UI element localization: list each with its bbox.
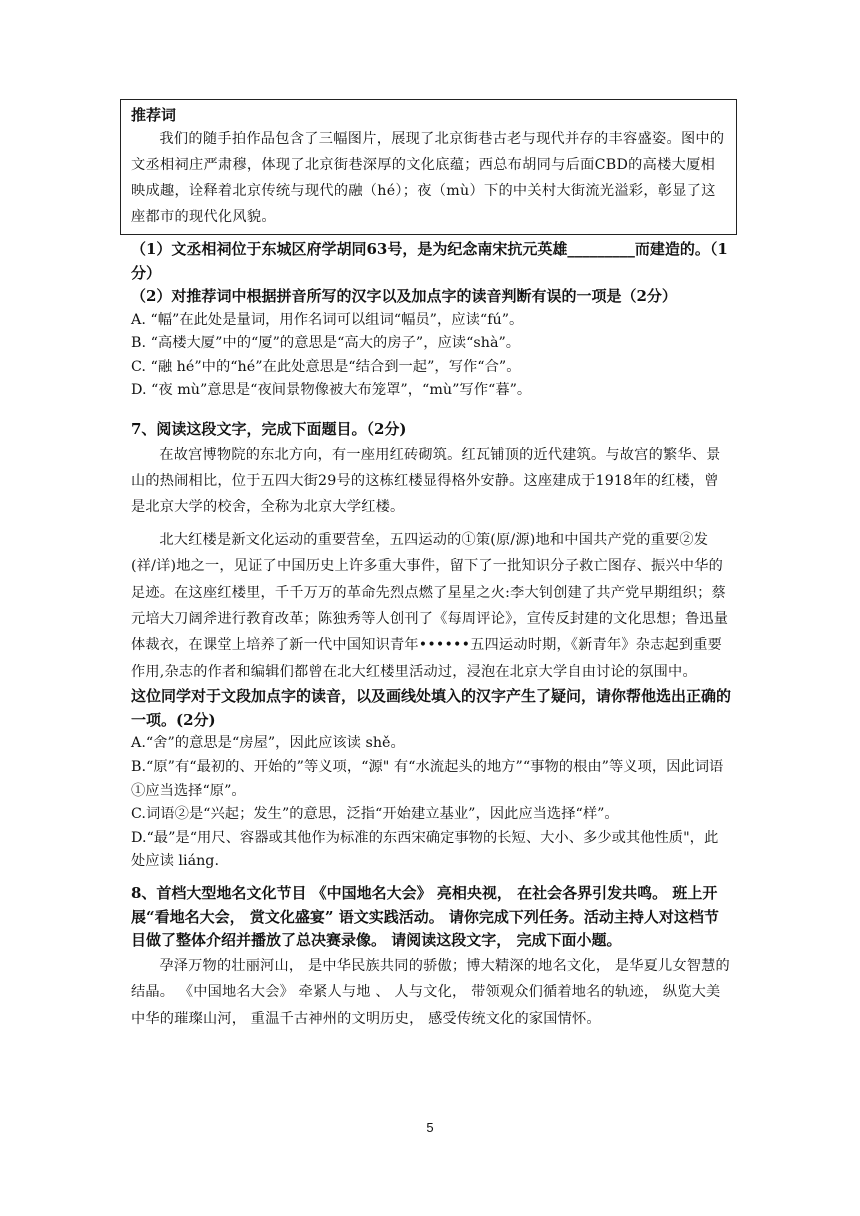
question-2-option-b: B. “高楼大厦”中的“厦”的意思是“高大的房子”，应读“shà”。 <box>131 335 521 352</box>
question-2-option-a: A. “幅”在此处是量词，用作名词可以组词“幅员”，应读“fú”。 <box>131 311 524 328</box>
question-8 <box>131 882 731 1032</box>
question-1: （1）文丞相祠位于东城区府学胡同63号，是为纪念南宋抗元英雄_________而建造的。（1分） <box>131 240 728 282</box>
recommendation-box <box>120 99 737 235</box>
question-2-option-d: D. “夜 mù”意思是“夜间景物像被大布笼罩”，“mù”写作“暮”。 <box>131 382 532 399</box>
question-8-title: 8、首档大型地名文化节目 《中国地名大会》 亮相央视， 在社会各界引发共鸣。 班上开展“看地名大会， 赏文化盛宴” 语文实践活动。 请你完成下列任务。活动主持人对这档节目做了整体介绍并播放了总决赛录像。 请阅读这段文字， 完成下面小题。 <box>131 884 719 950</box>
question-8-paragraph: 孕泽万物的壮丽河山， 是中华民族共同的骄傲；博大精深的地名文化， 是华夏儿女智慧的结晶。 《中国地名大会》 牵紧人与地 、 人与文化， 带领观众们循着地名的轨迹， 纵览大美中华的璀璨山河， 重温千古神州的文明历史， 感受传统文化的家国情怀。 <box>131 957 730 1027</box>
recommendation-title: 推荐词 <box>131 106 177 124</box>
question-2-stem: （2）对推荐词中根据拼音所写的汉字以及加点字的读音判断有误的一项是（2分） <box>131 287 677 305</box>
question-7-title: 7、阅读这段文字，完成下面题目。（2分) <box>131 420 407 438</box>
question-7-option-d: D.“最”是“用尺、容器或其他作为标准的东西宋确定事物的长短、大小、多少或其他性质"，此处应读 liáng. <box>131 829 719 870</box>
question-7-paragraph-1: 在故宫博物院的东北方向，有一座用红砖砌筑。红瓦铺顶的近代建筑。与故宫的繁华、景山的热闹相比，位于五四大街29号的这栋红楼显得格外安静。这座建成于1918年的红楼，曾是北京大学的校舍，全称为北京大学红楼。 <box>131 446 721 516</box>
question-7-paragraph-2: 北大红楼是新文化运动的重要营垒，五四运动的①策(原/源)地和中国共产党的重要②发(祥/详)地之一，见证了中国历史上许多重大事件，留下了一批知识分子救亡图存、振兴中华的足迹。在这座红楼里，千千万万的革命先烈点燃了星星之火:李大钊创建了共产党早期组织；蔡元培大刀阔斧进行教育改革；陈独秀等人创刊了《每周评论》，宣传反封建的文化思想；鲁迅量体裁衣，在课堂上培养了新一代中国知识青年••••••五四运动时期，《新青年》杂志起到重要作用,杂志的作者和编辑们都曾在北大红楼里活动过，浸泡在北京大学自由讨论的氛围中。 <box>131 531 729 680</box>
question-7-option-b: B.“原”有“最初的、开始的”等义项，“源" 有“水流起头的地方”“事物的根由”等义项，因此词语①应当选择“原”。 <box>131 759 724 799</box>
recommendation-text: 我们的随手拍作品包含了三幅图片，展现了北京街巷古老与现代并存的丰容盛姿。图中的文丞相祠庄严肃穆，体现了北京街巷深厚的文化底蕴；西总布胡同与后面CBD的高楼大厦相映成趣，诠释着北京传统与现代的融（hé）；夜（mù）下的中关村大街流光溢彩，彰显了这座都市的现代化风貌。 <box>131 131 725 225</box>
page-number: 5 <box>426 1120 434 1135</box>
question-7-option-a: A.“舍”的意思是“房屋”，因此应该读 shě。 <box>131 735 405 752</box>
question-2-option-c: C. “融 hé”中的“hé”在此处意思是“结合到一起”，写作“合”。 <box>131 358 521 375</box>
question-7-stem: 这位同学对于文段加点字的读音，以及画线处填入的汉字产生了疑问，请你帮他选出正确的一项。(2分) <box>131 687 732 729</box>
question-7-option-c: C.词语②是“兴起；发生”的意思，泛指“开始建立基业”，因此应当选择“样”。 <box>131 806 619 823</box>
question-7 <box>131 418 731 874</box>
question-2 <box>131 285 731 403</box>
